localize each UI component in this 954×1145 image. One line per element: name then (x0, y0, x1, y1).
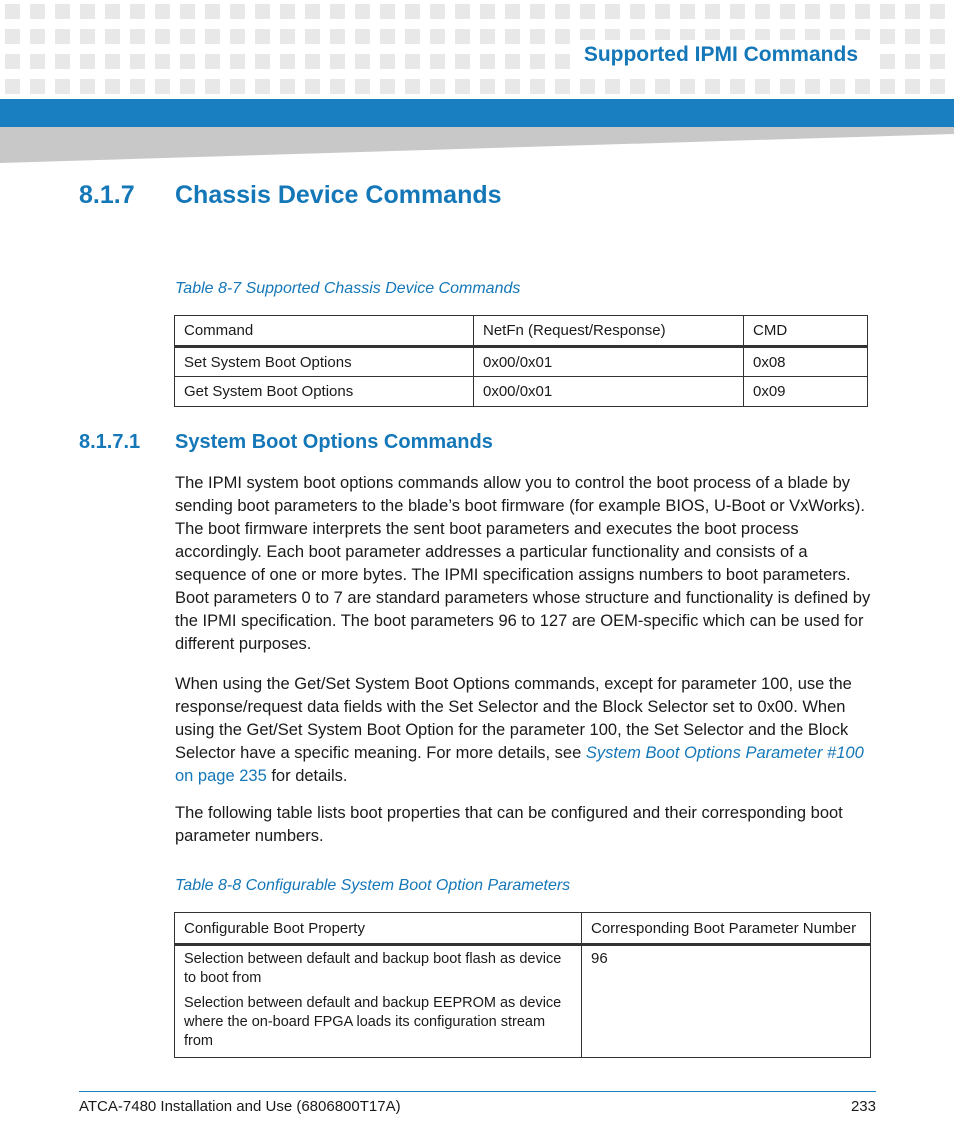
header-dot (5, 54, 20, 69)
header-dot (455, 4, 470, 19)
table-cell: 0x00/0x01 (474, 347, 744, 377)
header-dot (430, 4, 445, 19)
header-dot (180, 79, 195, 94)
table-header-cell: Configurable Boot Property (175, 913, 582, 945)
header-dot (555, 29, 570, 44)
header-dot (430, 54, 445, 69)
table1-caption: Table 8-7 Supported Chassis Device Commands (175, 280, 521, 297)
header-dot (80, 4, 95, 19)
section-heading (79, 181, 502, 210)
header-dot (905, 79, 920, 94)
header-dot (380, 4, 395, 19)
header-dot (380, 29, 395, 44)
header-dot (5, 4, 20, 19)
table-header-row (175, 316, 868, 347)
paragraph-text: When using the Get/Set System Boot Options commands, except for parameter 100, use the response/request data fields with the Set Selector and the Block Selector set to 0x00. When using the Get/Set System Boot Option for the parameter 100, the Set Selector and the Block Selector have a specific meaning. For more details, see (175, 675, 852, 762)
footer-page-number: 233 (850, 1098, 876, 1115)
header-dot (280, 4, 295, 19)
header-dot (630, 79, 645, 94)
header-dot (55, 29, 70, 44)
table-cell: 96 (582, 945, 871, 1058)
header-gray-wedge (0, 127, 954, 163)
header-dot (355, 4, 370, 19)
table-cell (175, 945, 582, 1058)
boot-property-text: Selection between default and backup EEPROM as device where the on-board FPGA loads its configuration stream from (184, 995, 562, 1049)
header-dot (230, 54, 245, 69)
header-dot (55, 4, 70, 19)
header-dot (305, 29, 320, 44)
header-dot (930, 29, 945, 44)
header-dot (155, 54, 170, 69)
header-dot (30, 4, 45, 19)
subsection-title: System Boot Options Commands (175, 431, 493, 453)
header-dot (480, 54, 495, 69)
header-dot (230, 79, 245, 94)
header-dot (455, 54, 470, 69)
header-dot (380, 79, 395, 94)
paragraph-selectors (175, 673, 875, 788)
header-dot (380, 54, 395, 69)
header-dot (55, 79, 70, 94)
footer-divider (79, 1091, 876, 1092)
header-dot (405, 54, 420, 69)
header-dot (805, 79, 820, 94)
header-dot (705, 79, 720, 94)
header-dot (480, 29, 495, 44)
header-dot (455, 79, 470, 94)
header-dot (730, 4, 745, 19)
header-dot (880, 54, 895, 69)
header-dot (330, 79, 345, 94)
header-dot (755, 4, 770, 19)
header-dot (155, 4, 170, 19)
header-dot (930, 54, 945, 69)
header-dot (180, 54, 195, 69)
header-dot (130, 29, 145, 44)
section-number: 8.1.7 (79, 181, 135, 209)
header-dot (705, 4, 720, 19)
header-dot (505, 79, 520, 94)
table-cell: Set System Boot Options (175, 347, 474, 377)
paragraph-text: for details. (266, 767, 348, 785)
header-dot (180, 29, 195, 44)
header-dot (80, 79, 95, 94)
paragraph-intro: The IPMI system boot options commands allow you to control the boot process of a blade by sending boot parameters to the blade’s boot firmware (for example BIOS, U-Boot or VxWorks). The boot firmware interprets the sent boot parameters and executes the boot process accordingly. Each boot parameter addresses a particular functionality and consists of a sequence of one or more bytes. The IPMI specification assigns numbers to boot parameters. Boot parameters 0 to 7 are standard parameters whose structure and functionality is defined by the IPMI specification. The boot parameters 96 to 127 are OEM-specific which can be used for different purposes. (175, 474, 871, 653)
header-dot (105, 79, 120, 94)
header-dot (330, 4, 345, 19)
header-dot (255, 79, 270, 94)
running-header-title: Supported IPMI Commands (570, 40, 872, 70)
header-dot (455, 29, 470, 44)
header-dot (530, 54, 545, 69)
header-dot (830, 4, 845, 19)
header-dot (505, 54, 520, 69)
header-dot (605, 4, 620, 19)
header-dot (730, 79, 745, 94)
header-dot (530, 79, 545, 94)
header-dot (680, 4, 695, 19)
header-dot (880, 4, 895, 19)
header-dot (530, 29, 545, 44)
table-cell: Get System Boot Options (175, 377, 474, 407)
header-dot (480, 4, 495, 19)
header-dot (30, 54, 45, 69)
header-dot (605, 79, 620, 94)
table-cell: 0x09 (744, 377, 868, 407)
header-dot (405, 4, 420, 19)
header-dot (55, 54, 70, 69)
header-dot (105, 4, 120, 19)
header-dot (630, 4, 645, 19)
table-row (175, 945, 871, 1058)
header-dot (330, 54, 345, 69)
header-dot (655, 4, 670, 19)
header-dot (905, 4, 920, 19)
header-dot (830, 79, 845, 94)
header-dot (355, 79, 370, 94)
header-dot (255, 4, 270, 19)
header-dot (930, 79, 945, 94)
header-dot (805, 4, 820, 19)
page-reference-link[interactable]: on page 235 (175, 767, 267, 785)
header-dot (505, 4, 520, 19)
header-dot (555, 79, 570, 94)
header-dot (880, 29, 895, 44)
header-dot (355, 29, 370, 44)
header-dot (580, 4, 595, 19)
header-dot (655, 79, 670, 94)
header-dot (80, 54, 95, 69)
header-dot (5, 79, 20, 94)
table-chassis-commands (174, 315, 868, 407)
table-boot-parameters (174, 912, 871, 1058)
header-dot (505, 29, 520, 44)
header-dot (130, 54, 145, 69)
header-dot (555, 4, 570, 19)
footer-document-title: ATCA-7480 Installation and Use (6806800T17A) (79, 1098, 401, 1115)
section-title: Chassis Device Commands (175, 181, 502, 209)
header-dot (280, 79, 295, 94)
header-dot (480, 79, 495, 94)
header-dot (230, 29, 245, 44)
header-dot (305, 4, 320, 19)
header-dot (930, 4, 945, 19)
header-dot (330, 29, 345, 44)
table-cell: 0x00/0x01 (474, 377, 744, 407)
subsection-heading (79, 431, 493, 454)
subsection-number: 8.1.7.1 (79, 431, 141, 453)
header-dot (5, 29, 20, 44)
table-row (175, 347, 868, 377)
table-header-cell: CMD (744, 316, 868, 347)
header-dot (780, 4, 795, 19)
header-dot (305, 54, 320, 69)
header-dot (105, 54, 120, 69)
table-header-row (175, 913, 871, 945)
header-dot (405, 79, 420, 94)
header-dot (905, 29, 920, 44)
header-dot (780, 79, 795, 94)
header-dot (855, 79, 870, 94)
table-header-cell: Command (175, 316, 474, 347)
header-dot (280, 29, 295, 44)
header-dot (155, 29, 170, 44)
cross-reference-link[interactable]: System Boot Options Parameter #100 (585, 744, 864, 762)
header-dot (305, 79, 320, 94)
table-header-cell: Corresponding Boot Parameter Number (582, 913, 871, 945)
header-dot (355, 54, 370, 69)
header-dot (680, 79, 695, 94)
header-dot (530, 4, 545, 19)
header-dot (405, 29, 420, 44)
header-dot (755, 79, 770, 94)
table-row (175, 377, 868, 407)
table-cell: 0x08 (744, 347, 868, 377)
header-dot (880, 79, 895, 94)
header-dot (205, 4, 220, 19)
header-dot (80, 29, 95, 44)
table-header-cell: NetFn (Request/Response) (474, 316, 744, 347)
header-dot (130, 79, 145, 94)
header-dot (205, 54, 220, 69)
header-dot (180, 4, 195, 19)
header-dot (280, 54, 295, 69)
header-dot (905, 54, 920, 69)
header-dot (155, 79, 170, 94)
header-dot (555, 54, 570, 69)
paragraph-table-intro: The following table lists boot properties that can be configured and their corresponding boot parameter numbers. (175, 804, 843, 845)
table2-caption: Table 8-8 Configurable System Boot Option Parameters (175, 877, 571, 894)
header-dot (205, 29, 220, 44)
header-dot (255, 54, 270, 69)
header-dot (30, 79, 45, 94)
header-dot (580, 79, 595, 94)
boot-property-text: Selection between default and backup boot flash as device to boot from (184, 951, 562, 986)
header-dot (255, 29, 270, 44)
header-dot (130, 4, 145, 19)
header-dot (430, 79, 445, 94)
header-dot (105, 29, 120, 44)
header-dot (205, 79, 220, 94)
header-blue-band (0, 99, 954, 127)
header-dot (855, 4, 870, 19)
header-dot (30, 29, 45, 44)
header-dot (230, 4, 245, 19)
header-dot (430, 29, 445, 44)
